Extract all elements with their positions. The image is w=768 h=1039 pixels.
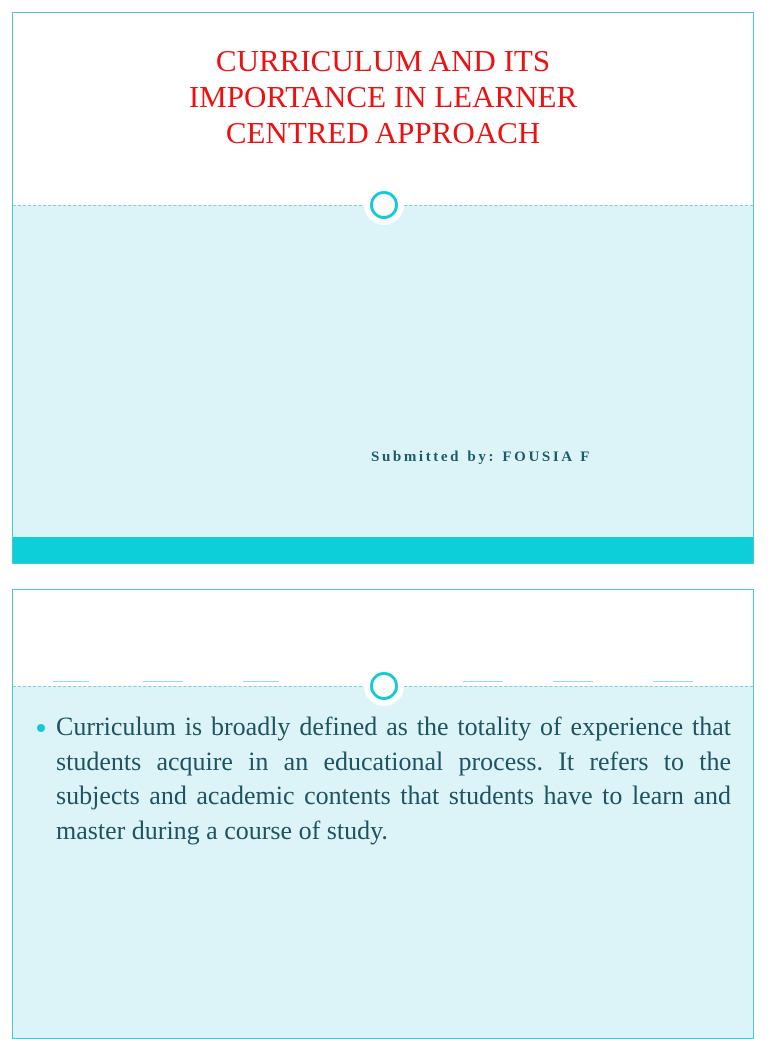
- content-slide: [12, 589, 754, 1039]
- circle-ornament-icon: [364, 666, 404, 706]
- slide-content-area: [13, 205, 753, 563]
- footer-band: [13, 537, 753, 563]
- title-line: IMPORTANCE IN LEARNER: [188, 79, 578, 114]
- slide-title: [83, 43, 683, 151]
- bullet-dot-icon: [37, 724, 45, 732]
- submitted-by-text: Submitted by: FOUSIA F: [371, 449, 592, 465]
- title-slide: [12, 12, 754, 564]
- bullet-list: [13, 710, 753, 848]
- list-item: [13, 710, 753, 848]
- title-line: CENTRED APPROACH: [225, 115, 541, 150]
- circle-ornament-icon: [364, 185, 404, 225]
- title-line: CURRICULUM AND ITS: [215, 43, 551, 78]
- bullet-text: Curriculum is broadly defined as the totality of experience that students acquire in an educational process. It refers to the subjects and academic contents that students have to learn and master during a course of study.: [56, 712, 731, 845]
